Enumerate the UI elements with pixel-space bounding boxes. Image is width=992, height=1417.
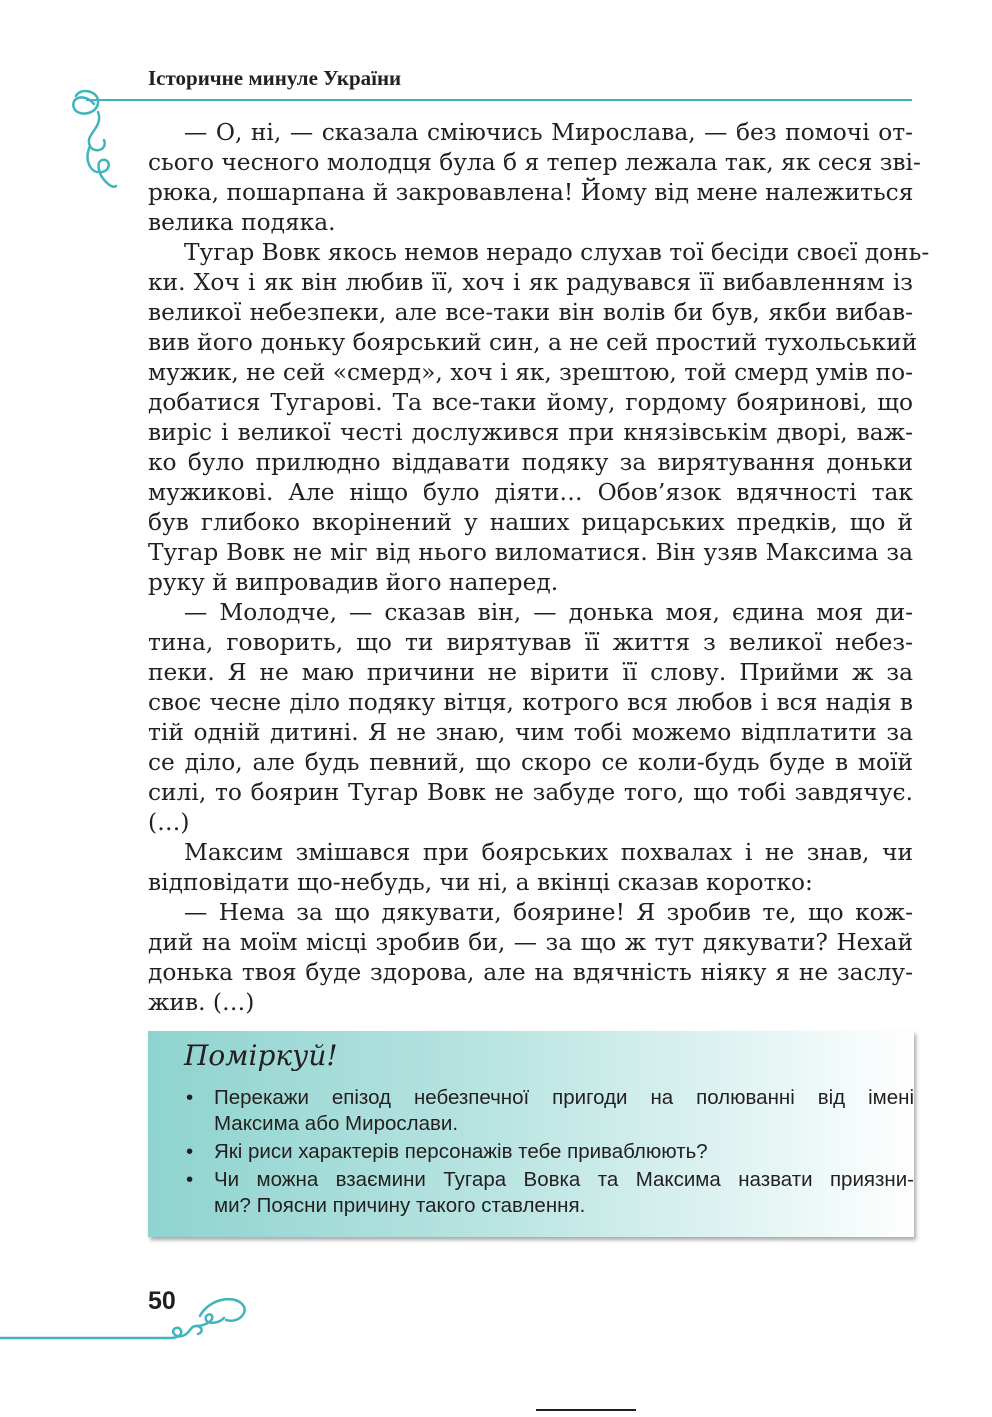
list-item-line: Чи можна взаємини Тугара Вовка та Максима назвати приязни- [214,1168,914,1191]
text-line: руку й випровадив його наперед. [148,569,559,596]
page-number: 50 [148,1287,176,1315]
text-line: велика подяка. [148,209,336,236]
text-line: тина, говорить, що ти вирятував її життя з великої небез- [148,629,913,656]
text-line: — Нема за що дякувати, боярине! Я зробив те, що кож- [184,899,913,926]
list-item-line: ми? Поясни причину такого ставлення. [214,1194,586,1217]
text-line: пеки. Я не маю причини не вірити її слову. Прийми ж за [148,659,913,686]
text-line: великої небезпеки, але все-таки він волів би був, якби вибав- [148,299,913,326]
text-line: відповідати що-небудь, чи ні, а вкінці сказав коротко: [148,869,813,896]
text-line: своє чесне діло подяку вітця, котрого вся любов і вся надія в [148,689,913,716]
header-rule [86,99,912,101]
text-line: ко було прилюдно віддавати подяку за вирятування доньки [148,449,913,476]
bullet-icon: • [186,1140,194,1163]
swirl-footer-icon [0,1286,250,1346]
text-line: сього чесного молодця була б я тепер лежала так, як сеся зві- [148,149,921,176]
text-line: Тугар Вовк якось немов нерадо слухав тої бесіди своєї донь- [184,239,930,266]
think-box-title: Поміркуй! [184,1039,338,1072]
list-item [184,1167,914,1219]
text-line: жив. (…) [148,989,255,1016]
text-line: тій одній дитині. Я не знаю, чим тобі можемо відплатити за [148,719,913,746]
text-line: був глибоко вкорінений у наших рицарських предків, що й [148,509,913,536]
text-line: дий на моїм місці зробив би, — за що ж тут дякувати? Нехай [148,929,913,956]
bottom-mark [536,1409,636,1411]
text-line: се діло, але будь певний, що скоро се коли-будь буде в моїй [148,749,913,776]
text-line: — О, ні, — сказала сміючись Мирослава, — без помочі от- [184,119,913,146]
list-item-line: Максима або Мирослави. [214,1112,459,1135]
text-line: рюка, пошарпана й закровавлена! Йому від мене належиться [148,179,914,206]
swirl-ornament-icon [64,88,124,198]
text-line: вив його доньку боярський син, а не сей простий тухольський [148,329,918,356]
think-box-list [184,1085,914,1221]
text-line: виріс і великої честі дослужився при князівськім дворі, важ- [148,419,913,446]
text-line: донька твоя буде здорова, але на вдячність ніяку я не заслу- [148,959,913,986]
text-line: — Молодче, — сказав він, — донька моя, єдина моя ди- [184,599,913,626]
story-text [148,118,930,1018]
bullet-icon: • [186,1168,194,1191]
text-line: силі, то боярин Тугар Вовк не забуде того, що тобі завдячує. [148,779,913,806]
bullet-icon: • [186,1086,194,1109]
text-line: (…) [148,809,190,836]
text-line: мужикові. Але ніщо було діяти… Обов’язок вдячності так [148,479,913,506]
text-line: ки. Хоч і як він любив її, хоч і як радувався її вибавленням із [148,269,913,296]
think-box [148,1031,914,1237]
text-line: Тугар Вовк не міг від нього виломатися. Він узяв Максима за [148,539,913,566]
list-item [184,1139,914,1165]
text-line: Максим змішався при боярських похвалах і не знав, чи [184,839,913,866]
list-item-line: Перекажи епізод небезпечної пригоди на полюванні від імені [214,1086,914,1109]
running-header-title: Історичне минуле України [148,66,402,90]
text-line: мужик, не сей «смерд», хоч і як, зрештою, той смерд умів по- [148,359,913,386]
list-item-line: Які риси характерів персонажів тебе приваблюють? [214,1140,708,1163]
text-line: добатися Тугарові. Та все-таки йому, гордому бояринові, що [148,389,913,416]
list-item [184,1085,914,1137]
